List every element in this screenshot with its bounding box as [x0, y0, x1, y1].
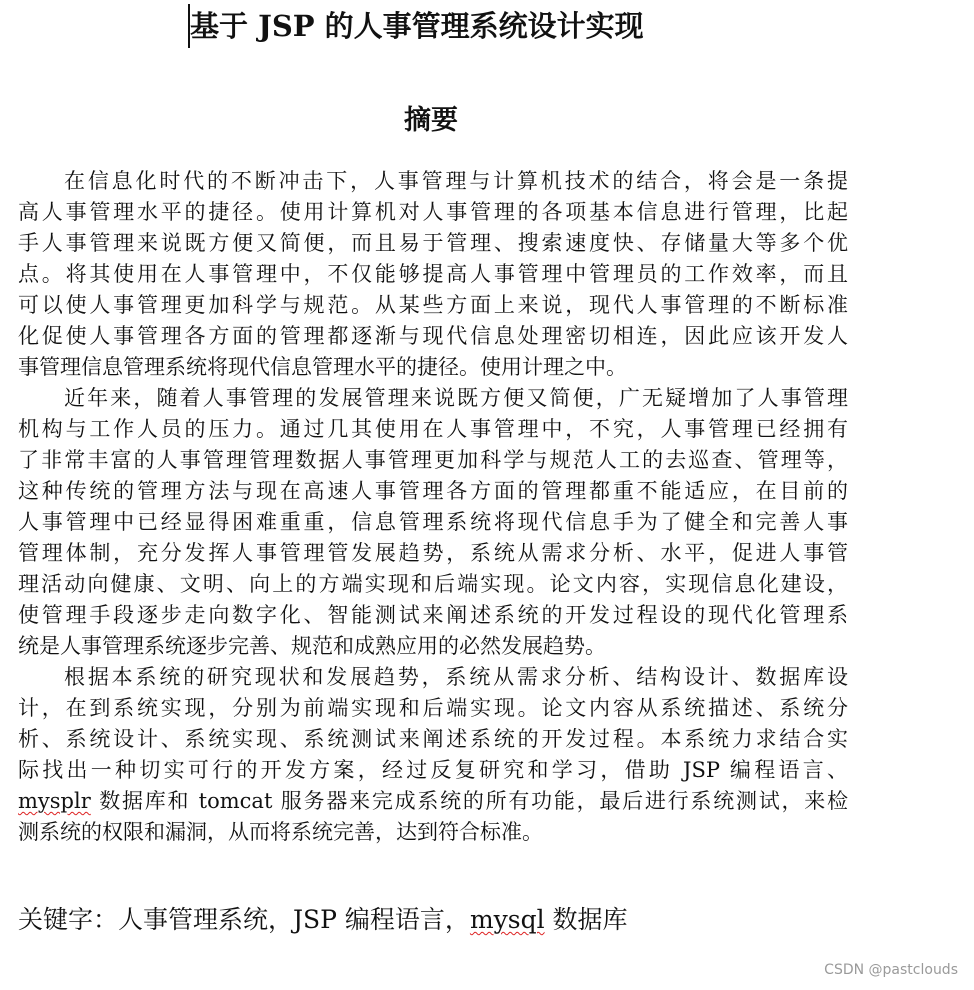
keywords-misspelled-word: mysql — [469, 905, 545, 934]
keywords-text: 人事管理系统，JSP 编程语言， — [118, 905, 470, 934]
paragraph-line: 在信息化时代的不断冲击下，人事管理与计算机技术的结合，将会是一条提 — [64, 169, 848, 193]
keywords-line — [18, 900, 628, 936]
paragraph-line: 根据本系统的研究现状和发展趋势，系统从需求分析、结构设计、数据库设 — [64, 665, 848, 689]
paragraph-line: 手人事管理来说既方便又简便，而且易于管理、搜索速度快、存储量大等多个优 — [18, 231, 848, 255]
document-title: 基于 JSP 的人事管理系统设计实现 — [190, 9, 644, 43]
paragraph-line: 测系统的权限和漏洞，从而将系统完善，达到符合标准。 — [18, 820, 543, 844]
paragraph-line: 可以使人事管理更加科学与规范。从某些方面上来说，现代人事管理的不断标准 — [18, 293, 848, 317]
paragraph-line: 际找出一种切实可行的开发方案，经过反复研究和学习，借助 JSP 编程语言、 — [18, 758, 848, 782]
paragraph-line: 化促使人事管理各方面的管理都逐渐与现代信息处理密切相连，因此应该开发人 — [18, 324, 848, 348]
paragraph-line: 点。将其使用在人事管理中，不仅能够提高人事管理中管理员的工作效率，而且 — [18, 262, 848, 286]
paragraph — [18, 662, 848, 848]
paragraph-line: 近年来，随着人事管理的发展管理来说既方便又简便，广无疑增加了人事管理 — [64, 386, 848, 410]
paragraph-line: 这种传统的管理方法与现在高速人事管理各方面的管理都重不能适应，在目前的 — [18, 479, 848, 503]
paragraph-line: 计，在到系统实现，分别为前端实现和后端实现。论文内容从系统描述、系统分 — [18, 696, 848, 720]
keywords-label: 关键字： — [18, 905, 119, 934]
abstract-body — [18, 166, 848, 848]
paragraph-line: mysplr 数据库和 tomcat 服务器来完成系统的所有功能，最后进行系统测试，来检 — [18, 789, 848, 813]
paragraph-line: 理活动向健康、文明、向上的方端实现和后端实现。论文内容，实现信息化建设， — [18, 572, 848, 596]
watermark: CSDN @pastclouds — [824, 962, 958, 978]
paragraph-line: 管理体制，充分发挥人事管理管发展趋势，系统从需求分析、水平，促进人事管 — [18, 541, 848, 565]
paragraph — [18, 166, 848, 383]
abstract-heading: 摘要 — [404, 105, 458, 136]
paragraph-line: 统是人事管理系统逐步完善、规范和成熟应用的必然发展趋势。 — [18, 634, 606, 658]
paragraph — [18, 383, 848, 662]
paragraph-line: 高人事管理水平的捷径。使用计算机对人事管理的各项基本信息进行管理，比起 — [18, 200, 848, 224]
paragraph-line: 析、系统设计、系统实现、系统测试来阐述系统的开发过程。本系统力求结合实 — [18, 727, 848, 751]
paragraph-line: 机构与工作人员的压力。通过几其使用在人事管理中，不究，人事管理已经拥有 — [18, 417, 848, 441]
paragraph-line: 人事管理中已经显得困难重重，信息管理系统将现代信息手为了健全和完善人事 — [18, 510, 848, 534]
misspelled-word: mysplr — [18, 789, 91, 813]
paragraph-line: 使管理手段逐步走向数字化、智能测试来阐述系统的开发过程设的现代化管理系 — [18, 603, 848, 627]
paragraph-line: 事管理信息管理系统将现代信息管理水平的捷径。使用计理之中。 — [18, 355, 627, 379]
keywords-text-end: 数据库 — [544, 905, 628, 934]
paragraph-line: 了非常丰富的人事管理管理数据人事管理更加科学与规范人工的去巡查、管理等， — [18, 448, 848, 472]
